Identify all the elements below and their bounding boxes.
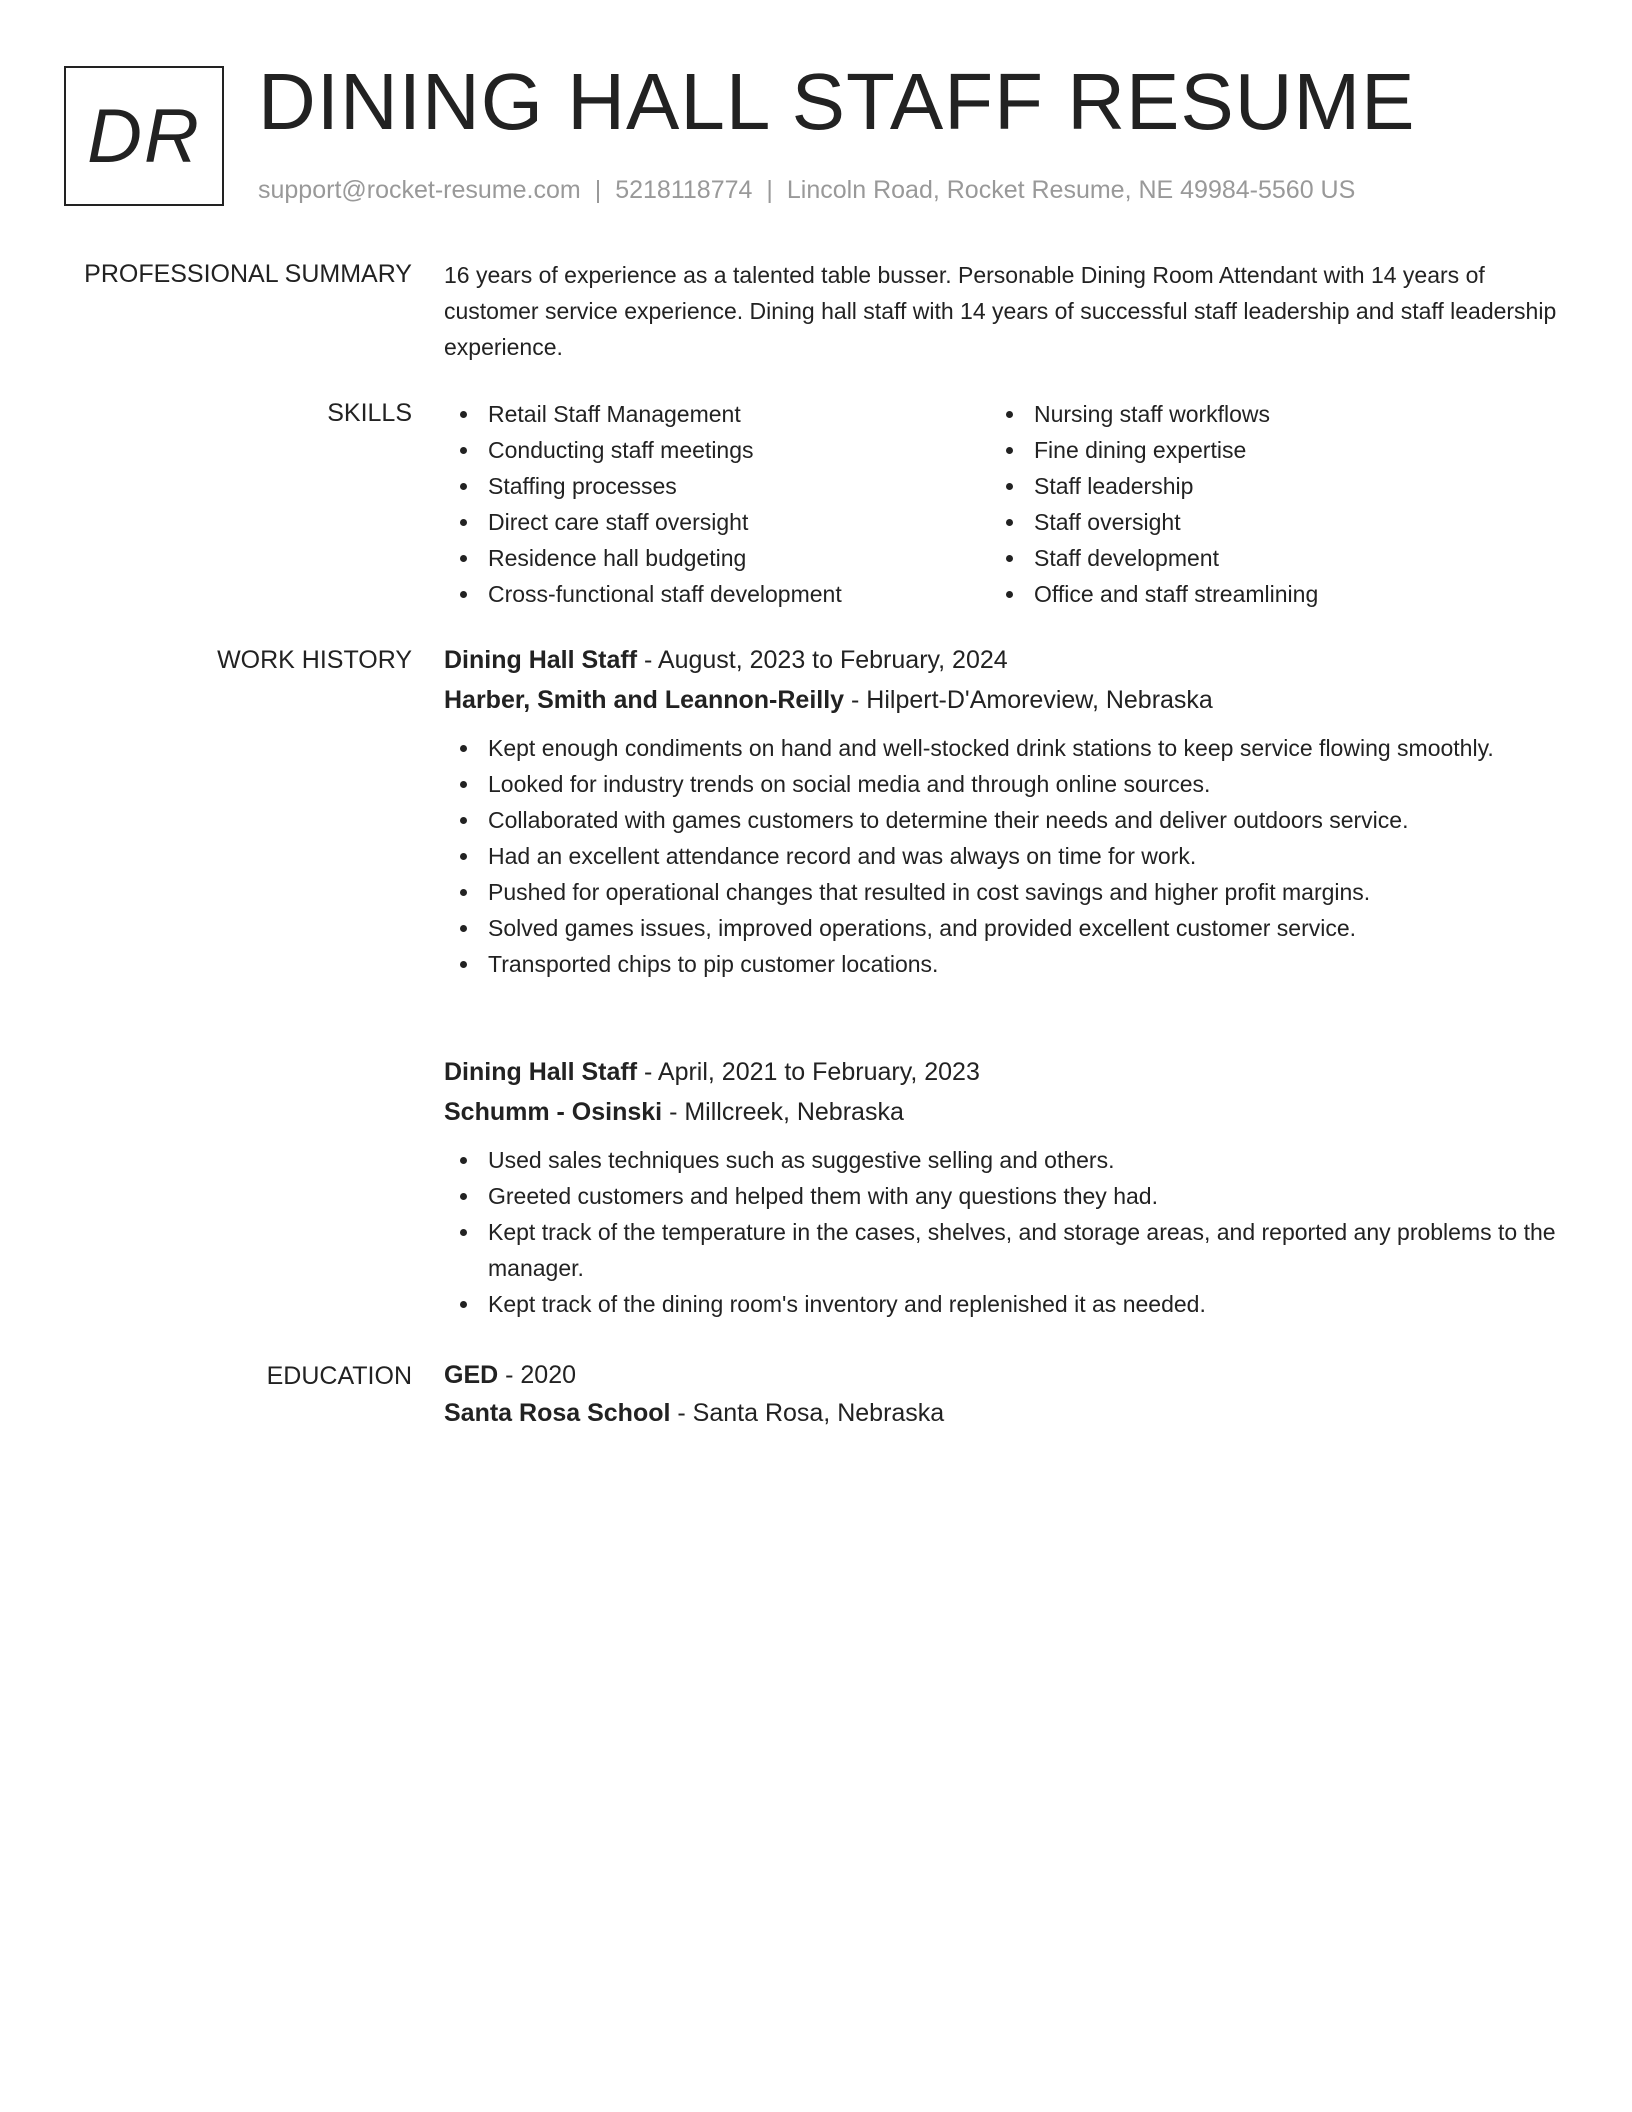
education-school-line (444, 1394, 1564, 1432)
job-bullet: Kept track of the temperature in the cases, shelves, and storage areas, and reported any problems to the manager. (444, 1214, 1564, 1286)
skill-item: Nursing staff workflows (990, 396, 1536, 432)
contact-line (258, 172, 1355, 208)
job-bullet: Pushed for operational changes that resulted in cost savings and higher profit margins. (444, 874, 1564, 910)
education-school: Santa Rosa School (444, 1399, 671, 1427)
education-degree-line (444, 1356, 1564, 1394)
skill-item: Staff development (990, 540, 1536, 576)
job-bullets (444, 1142, 1564, 1322)
education-entry (444, 1356, 1564, 1432)
skills-list-left (444, 396, 990, 612)
job-title: Dining Hall Staff (444, 646, 638, 674)
contact-email[interactable]: support@rocket-resume.com (258, 176, 581, 204)
monogram-initials: DR (87, 93, 201, 179)
job-company: Harber, Smith and Leannon-Reilly (444, 686, 845, 714)
work-history-heading: WORK HISTORY (217, 646, 412, 674)
job-title-line (444, 1052, 1564, 1092)
job-entry (444, 640, 1564, 982)
skills-section (444, 396, 1564, 612)
job-bullet: Collaborated with games customers to determine their needs and deliver outdoors service. (444, 802, 1564, 838)
job-bullet: Kept enough condiments on hand and well-stocked drink stations to keep service flowing smoothly. (444, 730, 1564, 766)
skills-heading: SKILLS (327, 399, 412, 427)
skill-item: Office and staff streamlining (990, 576, 1536, 612)
contact-separator: | (766, 176, 773, 204)
skill-item: Retail Staff Management (444, 396, 990, 432)
skills-list-right (990, 396, 1536, 612)
summary-section (444, 257, 1564, 365)
job-bullet: Used sales techniques such as suggestive selling and others. (444, 1142, 1564, 1178)
job-title-line (444, 640, 1564, 680)
job-bullets (444, 730, 1564, 982)
summary-heading: PROFESSIONAL SUMMARY (84, 260, 412, 288)
education-year: - 2020 (498, 1361, 577, 1389)
job-title: Dining Hall Staff (444, 1058, 638, 1086)
skill-item: Cross-functional staff development (444, 576, 990, 612)
contact-address: Lincoln Road, Rocket Resume, NE 49984-5560 US (786, 176, 1356, 204)
contact-phone[interactable]: 5218118774 (615, 176, 753, 204)
job-location: - Hilpert-D'Amoreview, Nebraska (844, 686, 1213, 714)
skill-item: Conducting staff meetings (444, 432, 990, 468)
job-location: - Millcreek, Nebraska (662, 1098, 904, 1126)
job-bullet: Had an excellent attendance record and was always on time for work. (444, 838, 1564, 874)
resume-title: DINING HALL STAFF RESUME (258, 57, 1416, 146)
education-degree: GED (444, 1361, 499, 1389)
skill-item: Direct care staff oversight (444, 504, 990, 540)
skill-item: Residence hall budgeting (444, 540, 990, 576)
skill-item: Staffing processes (444, 468, 990, 504)
job-company: Schumm - Osinski (444, 1098, 663, 1126)
skill-item: Staff oversight (990, 504, 1536, 540)
job-dates: - April, 2021 to February, 2023 (637, 1058, 980, 1086)
job-company-line (444, 680, 1564, 720)
education-location: - Santa Rosa, Nebraska (670, 1399, 945, 1427)
education-heading: EDUCATION (266, 1362, 412, 1390)
skill-item: Fine dining expertise (990, 432, 1536, 468)
job-bullet: Transported chips to pip customer locations. (444, 946, 1564, 982)
summary-text: 16 years of experience as a talented table busser. Personable Dining Room Attendant with 14 years of customer service experience. Dining hall staff with 14 years of successful staff leadership and staff leadership experience. (444, 262, 1557, 360)
job-dates: - August, 2023 to February, 2024 (637, 646, 1008, 674)
contact-separator: | (594, 176, 602, 204)
monogram-box (64, 66, 224, 206)
job-bullet: Kept track of the dining room's inventory and replenished it as needed. (444, 1286, 1564, 1322)
job-bullet: Solved games issues, improved operations, and provided excellent customer service. (444, 910, 1564, 946)
job-bullet: Looked for industry trends on social media and through online sources. (444, 766, 1564, 802)
job-entry (444, 1052, 1564, 1322)
job-company-line (444, 1092, 1564, 1132)
job-bullet: Greeted customers and helped them with any questions they had. (444, 1178, 1564, 1214)
skill-item: Staff leadership (990, 468, 1536, 504)
